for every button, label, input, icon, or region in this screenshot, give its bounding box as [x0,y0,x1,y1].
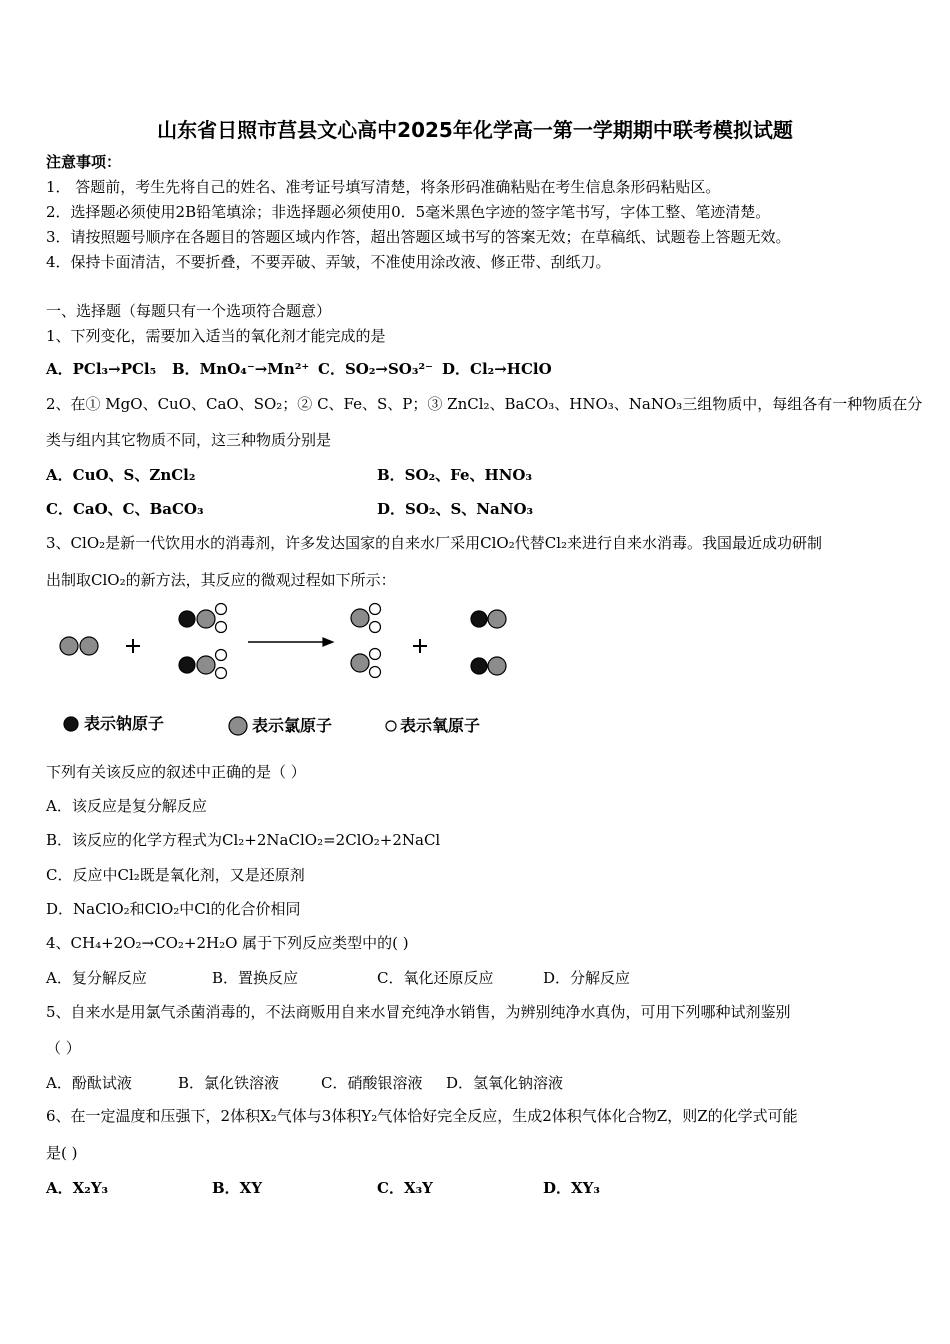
chlorine-atom [60,637,78,655]
q3-option-b: B．该反应的化学方程式为Cl₂+2NaClO₂=2ClO₂+2NaCl [46,831,441,849]
oxygen-atom [216,650,227,661]
q6-option-b: B．XY [212,1179,263,1197]
q5-option-a: A．酚酞试液 [46,1074,132,1092]
page-title: 山东省日照市莒县文心高中2025年化学高一第一学期期中联考模拟试题 [157,118,793,142]
q2-option-b: B．SO₂、Fe、HNO₃ [377,466,533,484]
q2-option-a: A．CuO、S、ZnCl₂ [46,466,196,484]
q5-option-c: C．硝酸银溶液 [321,1074,423,1092]
notice-item: 3．请按照题号顺序在各题目的答题区域内作答，超出答题区域书写的答案无效；在草稿纸、试题卷上答题无效。 [46,228,791,246]
q1-option-c: C．SO₂→SO₃²⁻ [318,360,433,378]
q6-option-a: A．X₂Y₃ [46,1179,109,1197]
legend-sodium-marker [64,717,78,731]
oxygen-atom [370,667,381,678]
chlorine-atom [351,609,369,627]
q4-option-d: D．分解反应 [543,969,631,987]
q5-option-b: B．氯化铁溶液 [178,1074,280,1092]
q4-option-c: C．氧化还原反应 [377,969,494,987]
notice-item: 1． 答题前，考生先将自己的姓名、准考证号填写清楚，将条形码准确粘贴在考生信息条形码粘贴区。 [46,178,721,196]
chlorine-atom [80,637,98,655]
notice-item: 4．保持卡面清洁，不要折叠，不要弄破、弄皱，不准使用涂改液、修正带、刮纸刀。 [46,253,611,271]
q3-stem: 3、ClO₂是新一代饮用水的消毒剂，许多发达国家的自来水厂采用ClO₂代替Cl₂来进行自来水消毒。我国最近成功研制 [46,534,823,552]
notice-item: 2．选择题必须使用2B铅笔填涂；非选择题必须使用0．5毫米黑色字迹的签字笔书写，字体工整、笔迹清楚。 [46,203,771,221]
q4-option-a: A．复分解反应 [46,969,147,987]
legend-chlorine-label: 表示氯原子 [252,716,333,735]
oxygen-atom [216,604,227,615]
chlorine-atom [488,610,506,628]
q2-option-c: C．CaO、C、BaCO₃ [46,500,204,518]
q1-option-d: D．Cl₂→HClO [442,360,552,378]
sodium-atom [471,658,487,674]
legend-chlorine-marker [229,717,247,735]
legend-oxygen-label: 表示氧原子 [400,716,481,735]
q1-stem: 1、下列变化，需要加入适当的氧化剂才能完成的是 [46,327,386,345]
q2-option-d: D．SO₂、S、NaNO₃ [377,500,534,518]
chlorine-atom [197,656,215,674]
sodium-atom [471,611,487,627]
chlorine-atom [351,654,369,672]
q3-stem-cont: 出制取ClO₂的新方法，其反应的微观过程如下所示： [46,571,396,589]
q1-option-b: B．MnO₄⁻→Mn²⁺ [172,360,310,378]
q5-stem-cont: （ ） [46,1039,81,1057]
oxygen-atom [216,668,227,679]
section-heading: 一、选择题（每题只有一个选项符合题意） [46,302,332,320]
oxygen-atom [216,622,227,633]
oxygen-atom [370,622,381,633]
q3-option-d: D．NaClO₂和ClO₂中Cl的化合价相同 [46,900,301,918]
q4-option-b: B．置换反应 [212,969,299,987]
sodium-atom [179,657,195,673]
notice-heading: 注意事项： [46,153,122,171]
q2-stem: 2、在① MgO、CuO、CaO、SO₂；② C、Fe、S、P；③ ZnCl₂、BaCO₃、HNO₃、NaNO₃三组物质中，每组各有一种物质在分 [46,395,923,413]
chlorine-atom [197,610,215,628]
chlorine-atom [488,657,506,675]
oxygen-atom [370,649,381,660]
q6-option-c: C．X₃Y [377,1179,433,1197]
legend-oxygen-marker [386,721,396,731]
q6-stem: 6、在一定温度和压强下，2体积X₂气体与3体积Y₂气体恰好完全反应，生成2体积气体化合物Z，则Z的化学式可能 [46,1107,798,1125]
q5-option-d: D．氢氧化钠溶液 [446,1074,564,1092]
q6-stem-cont: 是( ) [46,1144,78,1162]
q1-option-a: A．PCl₃→PCl₅ [46,360,157,378]
legend-sodium-label: 表示钠原子 [84,714,165,733]
oxygen-atom [370,604,381,615]
q6-option-d: D．XY₃ [543,1179,600,1197]
q2-stem-cont: 类与组内其它物质不同，这三种物质分别是 [46,431,332,449]
q3-option-c: C．反应中Cl₂既是氧化剂，又是还原剂 [46,866,305,884]
q5-stem: 5、自来水是用氯气杀菌消毒的，不法商贩用自来水冒充纯净水销售，为辨别纯净水真伪，可用下列哪种试剂鉴别 [46,1003,791,1021]
q4-stem: 4、CH₄+2O₂→CO₂+2H₂O 属于下列反应类型中的( ) [46,934,409,952]
q3-option-a: A．该反应是复分解反应 [46,797,207,815]
sodium-atom [179,611,195,627]
q3-question: 下列有关该反应的叙述中正确的是（ ） [46,763,306,781]
